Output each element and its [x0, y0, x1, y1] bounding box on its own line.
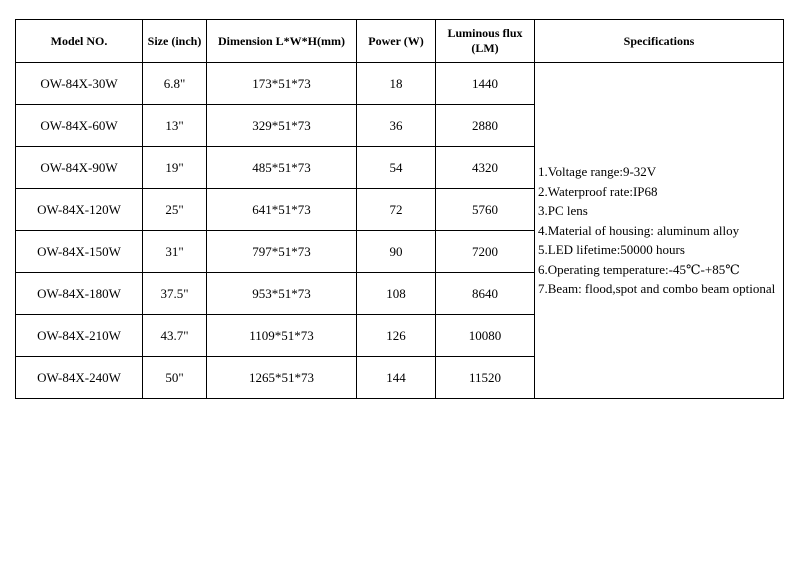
cell-power: 18: [357, 63, 436, 105]
header-luminous-flux-line1: Luminous flux: [447, 26, 523, 40]
cell-dimension: 953*51*73: [207, 273, 357, 315]
spec-item: 4.Material of housing: aluminum alloy: [538, 222, 740, 238]
spec-item: 6.Operating temperature:-45℃-+85℃: [538, 261, 740, 277]
cell-dimension: 797*51*73: [207, 231, 357, 273]
spec-item: 3.PC lens: [538, 203, 588, 219]
specifications-cell: [535, 63, 784, 399]
header-power: Power (W): [357, 20, 436, 63]
cell-flux: 8640: [436, 273, 535, 315]
product-spec-table: [15, 19, 784, 399]
cell-power: 90: [357, 231, 436, 273]
cell-flux: 5760: [436, 189, 535, 231]
header-luminous-flux-line2: (LM): [471, 41, 499, 55]
cell-size: 50": [143, 357, 207, 399]
cell-size: 19": [143, 147, 207, 189]
cell-model: OW-84X-240W: [16, 357, 143, 399]
cell-flux: 4320: [436, 147, 535, 189]
cell-size: 43.7": [143, 315, 207, 357]
cell-dimension: 173*51*73: [207, 63, 357, 105]
cell-size: 37.5": [143, 273, 207, 315]
cell-power: 54: [357, 147, 436, 189]
cell-power: 126: [357, 315, 436, 357]
cell-model: OW-84X-90W: [16, 147, 143, 189]
cell-size: 31": [143, 231, 207, 273]
cell-dimension: 1109*51*73: [207, 315, 357, 357]
cell-size: 25": [143, 189, 207, 231]
cell-dimension: 1265*51*73: [207, 357, 357, 399]
cell-model: OW-84X-60W: [16, 105, 143, 147]
cell-flux: 7200: [436, 231, 535, 273]
spec-item: 7.Beam: flood,spot and combo beam optional: [538, 281, 776, 297]
cell-power: 36: [357, 105, 436, 147]
header-size: Size (inch): [143, 20, 207, 63]
cell-dimension: 485*51*73: [207, 147, 357, 189]
cell-power: 72: [357, 189, 436, 231]
cell-dimension: 329*51*73: [207, 105, 357, 147]
header-specifications: Specifications: [535, 20, 784, 63]
cell-model: OW-84X-120W: [16, 189, 143, 231]
cell-size: 6.8": [143, 63, 207, 105]
cell-model: OW-84X-210W: [16, 315, 143, 357]
cell-flux: 2880: [436, 105, 535, 147]
header-dimension: Dimension L*W*H(mm): [207, 20, 357, 63]
cell-flux: 11520: [436, 357, 535, 399]
cell-flux: 10080: [436, 315, 535, 357]
header-row: [16, 20, 784, 63]
cell-model: OW-84X-30W: [16, 63, 143, 105]
header-model: Model NO.: [16, 20, 143, 63]
cell-flux: 1440: [436, 63, 535, 105]
cell-power: 108: [357, 273, 436, 315]
cell-power: 144: [357, 357, 436, 399]
spec-item: 2.Waterproof rate:IP68: [538, 183, 658, 199]
spec-item: 1.Voltage range:9-32V: [538, 164, 657, 180]
cell-size: 13": [143, 105, 207, 147]
header-luminous-flux: [436, 20, 535, 63]
cell-model: OW-84X-150W: [16, 231, 143, 273]
cell-dimension: 641*51*73: [207, 189, 357, 231]
table-row: [16, 63, 784, 105]
spec-item: 5.LED lifetime:50000 hours: [538, 242, 685, 258]
cell-model: OW-84X-180W: [16, 273, 143, 315]
